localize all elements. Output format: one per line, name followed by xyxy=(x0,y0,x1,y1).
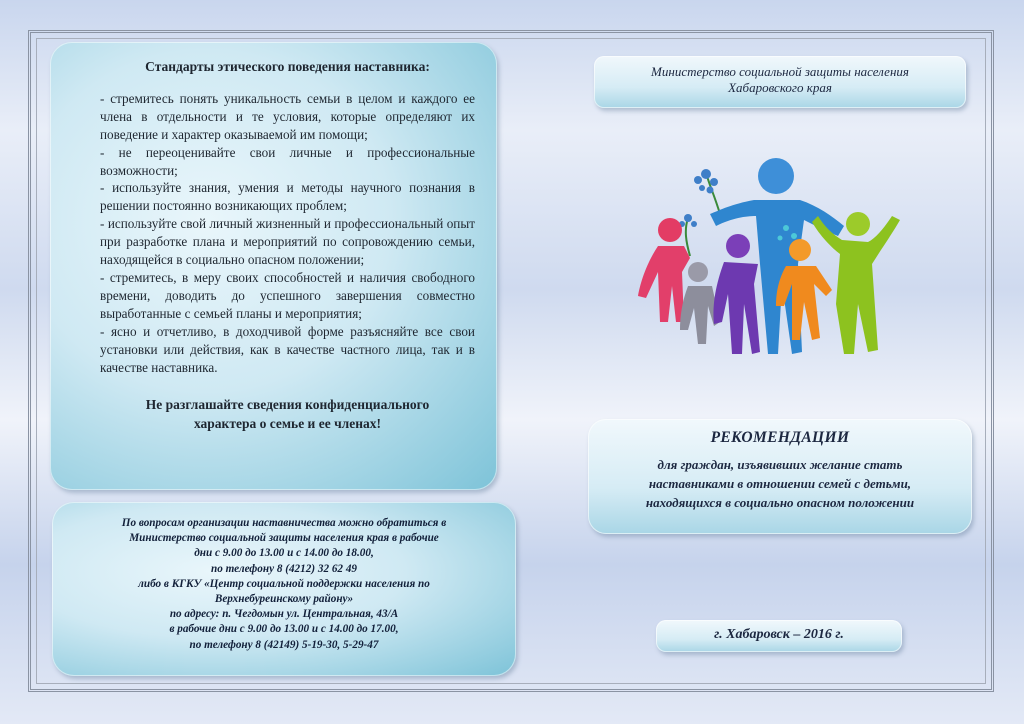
ministry-line: Хабаровского края xyxy=(728,79,832,95)
ethics-standards-panel xyxy=(50,42,497,490)
contact-line: по адресу: п. Чегдомын ул. Центральная, 43/А xyxy=(169,608,399,621)
contacts-panel xyxy=(52,502,516,676)
contact-line: По вопросам организации наставничества можно обратиться в xyxy=(121,517,447,529)
city-year-text: г. Хабаровск – 2016 г. xyxy=(714,627,844,642)
warning-line: характера о семье и ее членах! xyxy=(193,416,382,432)
standards-item: - стремитесь, в меру своих способностей и наличия свободного времени, доводить до успешного завершения совместно выработанные с семьей планы и мероприятия; xyxy=(100,269,475,321)
ministry-badge xyxy=(594,56,966,108)
ministry-line: Министерство социальной защиты населения xyxy=(651,64,909,79)
standards-item: - стремитесь понять уникальность семьи в целом и каждого ее члена в отдельности и те условия, которые определяют их поведение и характер оказываемой им помощи; xyxy=(100,90,475,142)
recommendations-subtitle xyxy=(588,455,972,512)
subtitle-line: находящихся в социально опасном положении xyxy=(645,495,915,510)
standards-item: - ясно и отчетливо, в доходчивой форме разъясняйте все свои установки или действия, как в качестве частного лица, так и в качестве наставника. xyxy=(100,323,475,375)
contact-line: Верхнебуреинскому району» xyxy=(214,593,354,606)
subtitle-line: наставниками в отношении семей с детьми, xyxy=(648,476,912,491)
contact-line: по телефону 8 (4212) 32 62 49 xyxy=(210,562,358,575)
contact-line: либо в КГКУ «Центр социальной поддержки населения по xyxy=(138,577,430,590)
contact-line: по телефону 8 (42149) 5-19-30, 5-29-47 xyxy=(189,638,379,651)
recommendations-badge xyxy=(588,419,972,534)
contact-line: Министерство социальной защиты населения края в рабочие xyxy=(129,532,439,545)
recommendations-title: РЕКОМЕНДАЦИИ xyxy=(710,429,850,446)
confidentiality-warning xyxy=(100,395,475,433)
subtitle-line: для граждан, изъявивших желание стать xyxy=(657,457,903,472)
standards-item: - не переоценивайте свои личные и профессиональные возможности; xyxy=(100,144,475,178)
contact-line: в рабочие дни с 9.00 до 13.00 и с 14.00 до 17.00, xyxy=(169,623,399,636)
contact-line: дни с 9.00 до 13.00 и с 14.00 до 18.00, xyxy=(194,547,374,560)
standards-item: - используйте знания, умения и методы научного познания в решении постоянно возникающих проблем; xyxy=(100,180,475,214)
warning-line: Не разглашайте сведения конфиденциального xyxy=(145,397,430,413)
city-year-badge xyxy=(656,620,902,652)
family-people-logo-icon xyxy=(636,154,906,369)
standards-item: - используйте свой личный жизненный и профессиональный опыт при разработке плана и мероприятий по сопровождению семьи, находящейся в социально опасном положении; xyxy=(100,216,475,268)
standards-heading: Стандарты этического поведения наставника: xyxy=(145,59,430,74)
